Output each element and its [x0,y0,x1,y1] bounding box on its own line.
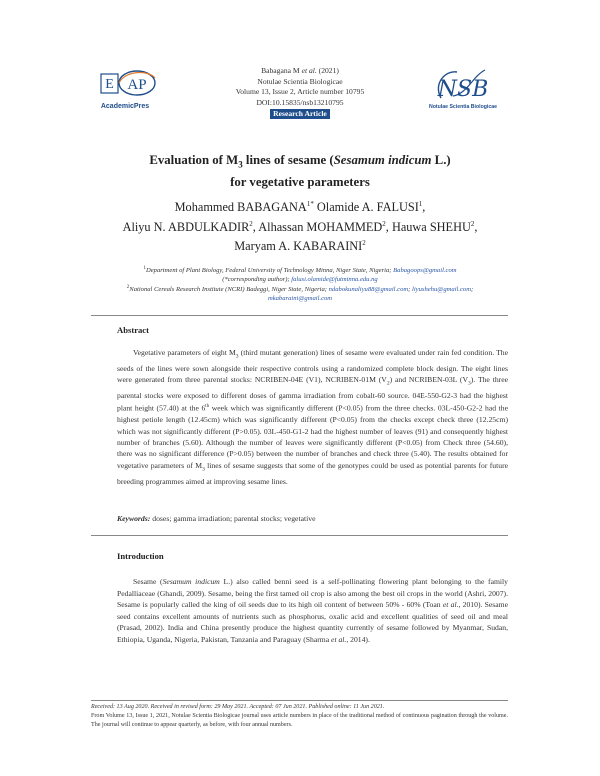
author-name: Mohammed BABAGANA [174,200,307,214]
nsb-journal-logo [423,64,503,116]
email-link[interactable]: Babagoops@gmail.com [393,267,457,274]
email-link[interactable]: liyushehu@gmail.com [412,285,471,293]
affiliations: $^1$Department of Plant Biology, Federal University of Technology Minna, Niger State, Nigeria; Babagoops@gmail.com (*corresponding author); falusi.olamide@futminna.edu.ng $^2$National Cereals Research Institute (NCRI) Badeggi, Niger State, Nigeria; ndabokunaliyu88@gmail.com; liyushehu@gmail.com; mkabaraini@gmail.com [126,265,474,303]
citation-line: Babagana M et al. (2021) [261,66,339,75]
volume-line: Volume 13, Issue 2, Article number 10795 [235,87,365,97]
doi[interactable]: DOI:10.15835/nsb13210795 [256,97,344,107]
article-type-badge: Research Article [270,109,330,119]
nsb-logo-letters: NSB [437,77,489,102]
keywords-label: Keywords: [117,514,151,523]
header-citation-block [180,66,420,120]
introduction-body: Sesame (Sesamum indicum L.) also called benni seed is a self-pollinating flowering plant belonging to the family Pedalliaceae (Ghandi, 2009). Sesame, being the first tamed oil crop is also among the best oil crops in the world (Ashri, 2007). Sesame is popularly called the king of oil seeds due to its high oil content of between 50% - 60% (Toan et al., 2010). Sesame seed contains excellent amounts of nutrients such as phosphorus, oxalic acid and excellent qualities of seed oil and meal (Prasad, 2002). India and China presently produce the highest quantity currently of sesame followed by Myanmar, Sudan, Ethiopia, Uganda, Nigeria, Pakistan, Tanzania and Paraguay (Sharma et al., 2014). [117,577,509,644]
divider [91,535,508,536]
email-link[interactable]: mkabaraini@gmail.com [267,295,333,303]
article-title: Evaluation of $M_3$ lines of sesame (Sesamum indicum L.) for vegetative parameters [149,153,451,189]
footer [91,703,508,730]
nsb-logo-caption: Notulae Scientia Biologicae [428,104,498,110]
author-name: Maryam A. KABARAINI [234,239,363,253]
keywords-text: doses; gamma irradiation; parental stocks; vegetative [152,514,316,523]
author-name: Olamide A. FALUSI [316,200,419,214]
publisher-name: AcademicPres [100,103,150,110]
academicpres-logo [95,66,165,114]
divider [91,315,508,316]
abstract-heading: Abstract [117,325,149,335]
email-link[interactable]: ndabokunaliyu88@gmail.com [328,285,409,293]
divider [91,700,508,701]
author-name: Hauwa SHEHU [391,219,471,234]
journal-name: Notulae Scientia Biologicae [257,76,343,86]
abstract-body: Vegetative parameters of eight $M_3$ (third mutant generation) lines of sesame were evaluated under rain fed condition. The seeds of the lines were sown alongside their respective controls using a randomized complete block design. The eight lines were generated from three parental stocks: NCRIBEN-04E (V1), NCRIBEN-01M $(V_2)$ and NCRIBEN-03L $(V_3)$. The three parental stocks were exposed to different doses of gamma irradiation from cobalt-60 source. 04E-550-G2-3 had the highest plant height (57.40) at the 6th week which was significantly different (P<0.05) from the three checks. 03L-450-G2-2 had the highest petiole length (12.45cm) which was significantly different (P<0.05) from the checks except check three (12.25cm) which was not significantly different (P>0.05). 03L-450-G1-2 had the highest number of leaves (91) and consequently highest number of branches (5.60). Although the number of leaves were significantly different (P<0.05) from Check three (54.60), there was no significant difference (P>0.05) between the number of branches and check three (5.40). The results obtained for vegetative parameters of $M_3$ lines of sesame suggests that some of the genotypes could be used as potential parents for future breeding programmes aimed at improving sesame lines. [117,348,508,486]
introduction-heading: Introduction [117,551,164,561]
logo-letters-ap: AP [127,77,147,93]
email-link[interactable]: falusi.olamide@futminna.edu.ng [291,276,378,284]
pagination-note: From Volume 13, Issue 1, 2021, Notulae Scientia Biologicae journal uses article numbers in place of the traditional method of continuous pagination through the volume. The journal will continue to appear quarterly, as before, with four annual numbers. [91,713,508,728]
author-list: Mohammed $BABAGANA^{1*}$ Olamide A. FALUSI$^1$, Aliyu N. ABDULKADIR$^2$, Alhassan MOHAMMED$^2$, Hauwa SHEHU$^2$, Maryam A. KABARAINI$^2$ [122,199,478,253]
author-name: Aliyu N. ABDULKADIR [122,219,250,234]
logo-letter-e: E [105,77,114,92]
article-dates: Received: 13 Aug 2020. Received in revised form: 29 May 2021. Accepted: 07 Jun 2021. Published online: 11 Jun 2021. [91,704,385,710]
author-name: Alhassan MOHAMMED [258,219,383,234]
keywords [117,514,508,523]
